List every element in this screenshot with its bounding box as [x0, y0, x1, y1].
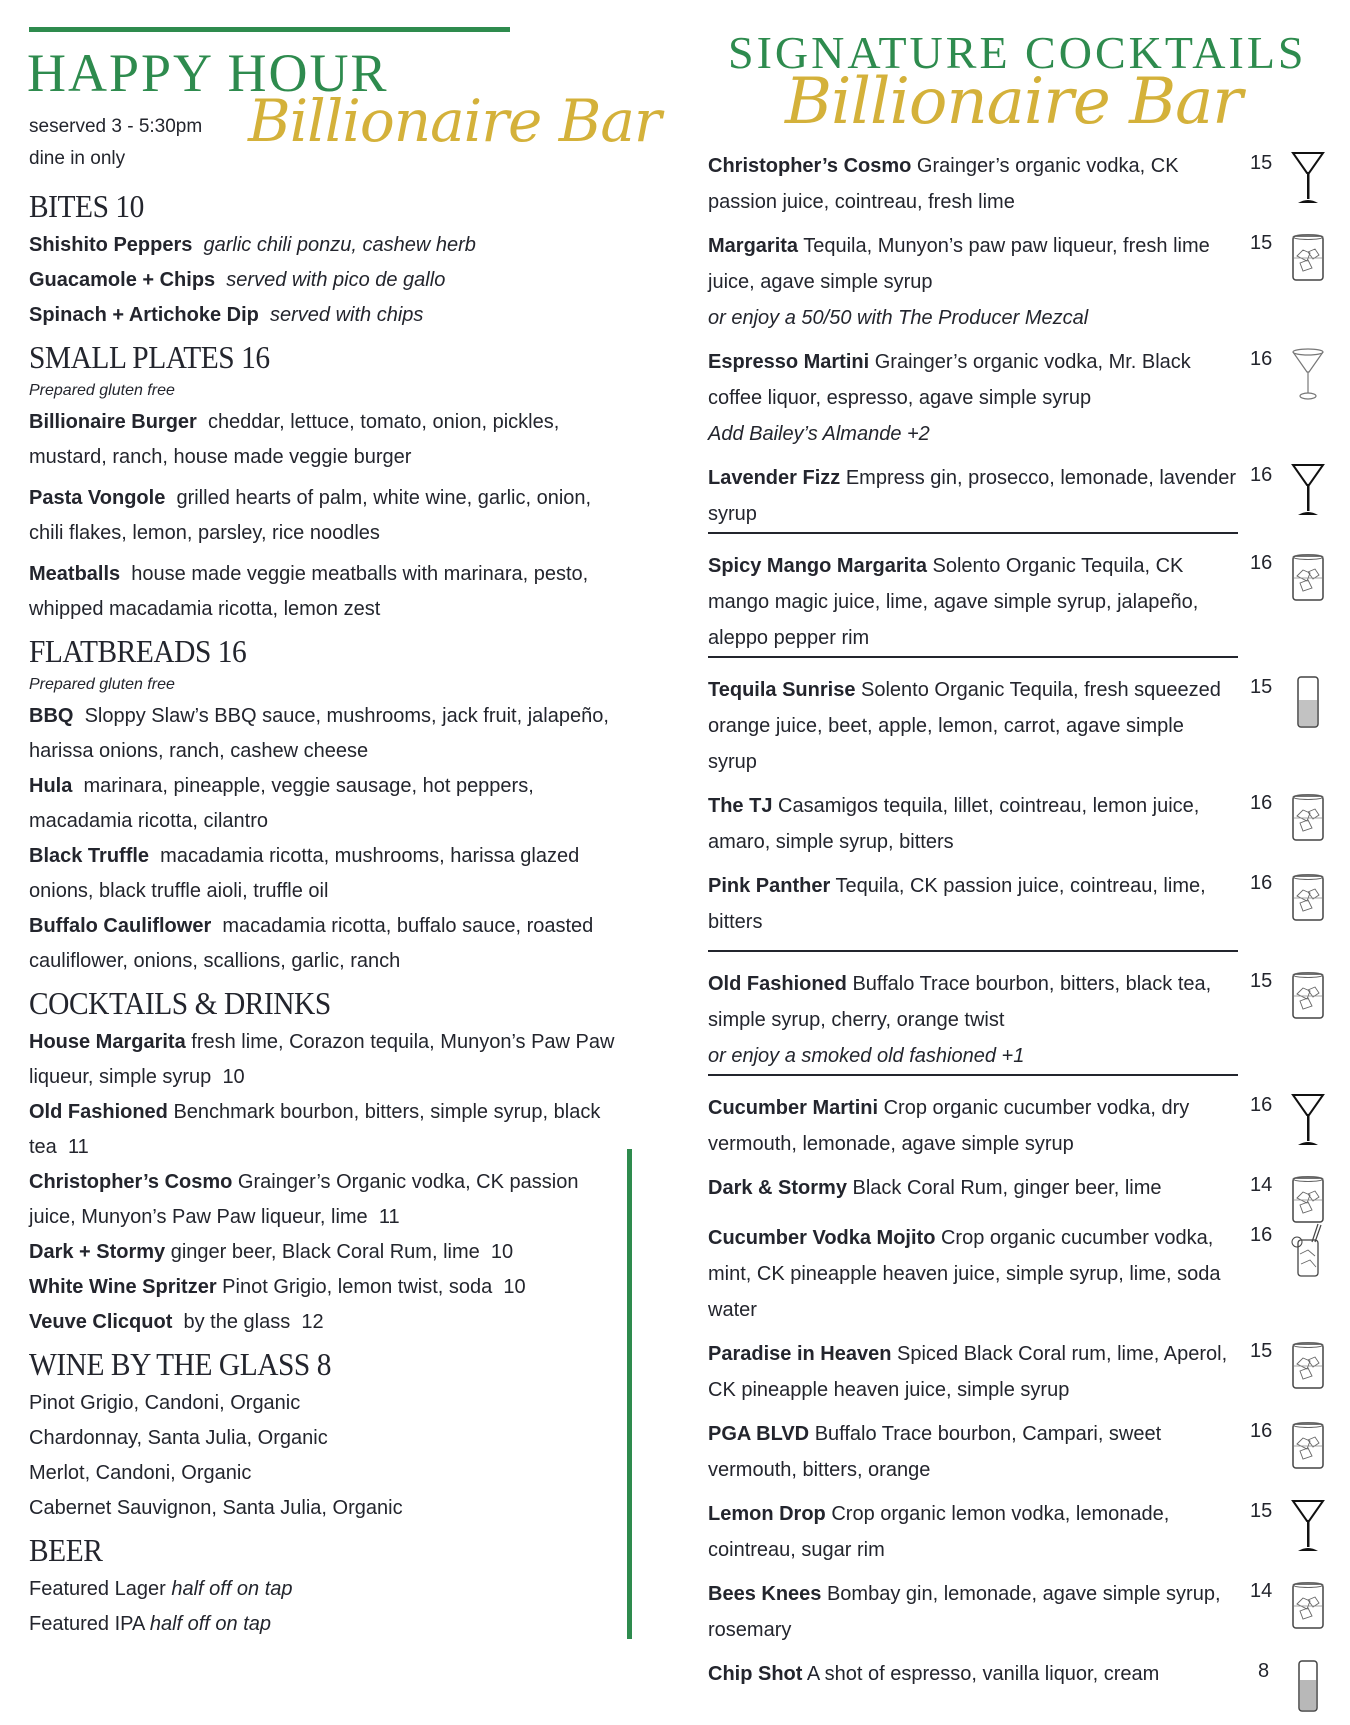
cocktail-item: Chip Shot A shot of espresso, vanilla liquor, cream 8 [708, 1656, 1328, 1692]
cocktail-note: or enjoy a smoked old fashioned +1 [708, 1045, 1025, 1067]
menu-item: White Wine Spritzer Pinot Grigio, lemon twist, soda 10 [29, 1276, 526, 1298]
item-price: 11 [67, 1136, 89, 1158]
cocktail-item: Cucumber Martini Crop organic cucumber vodka, dry vermouth, lemonade, agave simple syrup 16 [708, 1090, 1328, 1162]
highball-glass-icon [1288, 674, 1328, 730]
billionaire-bar-script-logo: Billionaire Bar [248, 87, 661, 155]
martini-glass-icon [1288, 462, 1328, 518]
cocktail-item: Old Fashioned Buffalo Trace bourbon, bitters, black tea, simple syrup, cherry, orange twist or enjoy a smoked old fashioned +1 15 [708, 966, 1238, 1076]
item-price: 11 [378, 1206, 400, 1228]
cocktail-item: Cucumber Vodka Mojito Crop organic cucumber vodka, mint, CK pineapple heaven juice, simple syrup, lime, soda water 16 [708, 1220, 1328, 1328]
menu-item: Spinach + Artichoke Dip served with chips [29, 304, 424, 326]
beer-item: Featured Lager half off on tap [29, 1578, 293, 1600]
menu-item: Old Fashioned Benchmark bourbon, bitters, simple syrup, black tea 11 [29, 1101, 601, 1158]
cocktail-price: 16 [1250, 464, 1273, 486]
section-beer [29, 1534, 619, 1642]
cocktail-price: 8 [1258, 1660, 1270, 1682]
item-price: 10 [222, 1066, 245, 1088]
cocktail-item: The TJ Casamigos tequila, lillet, cointreau, lemon juice, amaro, simple syrup, bitters 16 [708, 788, 1328, 860]
wine-item: Merlot, Candoni, Organic [29, 1462, 252, 1484]
cocktail-item: Spicy Mango Margarita Solento Organic Tequila, CK mango magic juice, lime, agave simple syrup, jalapeño, aleppo pepper rim 16 [708, 548, 1238, 658]
rocks-glass-icon [1288, 1578, 1328, 1634]
martini-glass-icon [1288, 150, 1328, 206]
happy-hour-served-times: seserved 3 - 5:30pm [29, 116, 203, 137]
cocktail-item: Dark & Stormy Black Coral Rum, ginger beer, lime 14 [708, 1170, 1328, 1206]
happy-hour-dine-in-note: dine in only [29, 148, 126, 169]
cocktail-price: 15 [1250, 1500, 1273, 1522]
cocktail-price: 15 [1250, 232, 1273, 254]
section-small-plates [29, 341, 619, 627]
happy-hour-menu [29, 186, 619, 1650]
cocktail-price: 16 [1250, 1094, 1273, 1116]
cocktail-price: 16 [1250, 348, 1273, 370]
cocktail-item: Tequila Sunrise Solento Organic Tequila, fresh squeezed orange juice, beet, apple, lemon, carrot, agave simple syrup 15 [708, 672, 1328, 780]
cocktail-item: Espresso Martini Grainger’s organic vodka, Mr. Black coffee liquor, espresso, agave simple syrup Add Bailey’s Almande +2 16 [708, 344, 1328, 452]
section-heading: BITES 10 [29, 188, 144, 224]
rocks-glass-icon [1288, 1338, 1328, 1394]
espresso-martini-glass-icon [1288, 346, 1328, 402]
cocktail-item: Christopher’s Cosmo Grainger’s organic vodka, CK passion juice, cointreau, fresh lime 15 [708, 148, 1328, 220]
cocktail-price: 15 [1250, 970, 1273, 992]
menu-item: House Margarita fresh lime, Corazon tequila, Munyon’s Paw Paw liqueur, simple syrup 10 [29, 1031, 615, 1088]
cocktail-item: Lavender Fizz Empress gin, prosecco, lemonade, lavender syrup 16 [708, 460, 1238, 534]
menu-item: Dark + Stormy ginger beer, Black Coral Rum, lime 10 [29, 1241, 514, 1263]
menu-item: Shishito Peppers garlic chili ponzu, cashew herb [29, 234, 476, 256]
rocks-glass-icon [1288, 1418, 1328, 1474]
cocktail-price: 15 [1250, 676, 1273, 698]
cocktail-price: 16 [1250, 552, 1273, 574]
item-price: 10 [490, 1241, 514, 1263]
happy-hour-title: HAPPY HOUR [27, 43, 389, 103]
menu-item: Pasta Vongole grilled hearts of palm, white wine, garlic, onion, chili flakes, lemon, parsley, rice noodles [29, 487, 592, 544]
cocktail-item: Margarita Tequila, Munyon’s paw paw liqueur, fresh lime juice, agave simple syrup or enjoy a 50/50 with The Producer Mezcal 15 [708, 228, 1328, 336]
rocks-glass-icon [1288, 968, 1328, 1024]
rocks-glass-icon [1288, 870, 1328, 926]
top-green-rule [29, 27, 510, 32]
cocktail-item: Lemon Drop Crop organic lemon vodka, lemonade, cointreau, sugar rim 15 [708, 1496, 1328, 1568]
cocktail-item: PGA BLVD Buffalo Trace bourbon, Campari, sweet vermouth, bitters, orange 16 [708, 1416, 1328, 1488]
signature-cocktails-title: SIGNATURE COCKTAILS [728, 27, 1307, 78]
cocktail-price: 16 [1250, 872, 1273, 894]
section-heading: FLATBREADS 16 [29, 633, 247, 669]
wine-item: Cabernet Sauvignon, Santa Julia, Organic [29, 1497, 403, 1519]
cocktail-price: 15 [1250, 1340, 1273, 1362]
signature-cocktails-list [708, 148, 1328, 1692]
menu-item: Guacamole + Chips served with pico de gallo [29, 269, 446, 291]
cocktail-note: Add Bailey’s Almande +2 [708, 423, 930, 445]
section-heading: SMALL PLATES 16 [29, 339, 270, 375]
section-heading: BEER [29, 1532, 103, 1568]
menu-item: Hula marinara, pineapple, veggie sausage, hot peppers, macadamia ricotta, cilantro [29, 775, 534, 832]
cocktail-price: 16 [1250, 792, 1273, 814]
menu-item: Buffalo Cauliflower macadamia ricotta, buffalo sauce, roasted cauliflower, onions, scallions, garlic, ranch [29, 915, 594, 972]
gluten-free-note: Prepared gluten free [29, 676, 175, 693]
wine-item: Chardonnay, Santa Julia, Organic [29, 1427, 328, 1449]
beer-item: Featured IPA half off on tap [29, 1613, 272, 1635]
cocktail-item: Pink Panther Tequila, CK passion juice, cointreau, lime, bitters 16 [708, 868, 1238, 952]
section-cocktails-drinks [29, 987, 619, 1340]
cocktail-price: 14 [1250, 1174, 1273, 1196]
menu-item: BBQ Sloppy Slaw’s BBQ sauce, mushrooms, jack fruit, jalapeño, harissa onions, ranch, cashew cheese [29, 705, 609, 762]
menu-item: Black Truffle macadamia ricotta, mushrooms, harissa glazed onions, black truffle aioli, truffle oil [29, 845, 580, 902]
cocktail-price: 16 [1250, 1420, 1273, 1442]
section-heading: COCKTAILS & DRINKS [29, 985, 331, 1021]
mojito-glass-icon [1288, 1222, 1328, 1278]
cocktail-item: Bees Knees Bombay gin, lemonade, agave simple syrup, rosemary 14 [708, 1576, 1328, 1648]
section-bites [29, 190, 619, 333]
gluten-free-note: Prepared gluten free [29, 382, 175, 399]
cocktail-item: Paradise in Heaven Spiced Black Coral rum, lime, Aperol, CK pineapple heaven juice, simple syrup 15 [708, 1336, 1328, 1408]
section-heading: WINE BY THE GLASS 8 [29, 1346, 332, 1382]
menu-item: Meatballs house made veggie meatballs with marinara, pesto, whipped macadamia ricotta, lemon zest [29, 563, 589, 620]
martini-glass-icon [1288, 1092, 1328, 1148]
section-flatbreads [29, 635, 619, 979]
section-wine-by-the-glass [29, 1348, 619, 1526]
vertical-green-rule [627, 1149, 632, 1639]
item-price: 10 [503, 1276, 526, 1298]
martini-glass-icon [1288, 1498, 1328, 1554]
item-price: 12 [301, 1311, 324, 1333]
menu-item: Billionaire Burger cheddar, lettuce, tomato, onion, pickles, mustard, ranch, house made veggie burger [29, 411, 560, 468]
rocks-glass-icon [1288, 550, 1328, 606]
shot-glass-icon [1288, 1658, 1328, 1714]
wine-item: Pinot Grigio, Candoni, Organic [29, 1392, 301, 1414]
billionaire-bar-script-logo: Billionaire Bar [785, 65, 1242, 139]
cocktail-note: or enjoy a 50/50 with The Producer Mezcal [708, 307, 1089, 329]
menu-item: Christopher’s Cosmo Grainger’s Organic vodka, CK passion juice, Munyon’s Paw Paw liqueur, lime 11 [29, 1171, 579, 1228]
cocktail-price: 15 [1250, 152, 1273, 174]
cocktail-price: 14 [1250, 1580, 1273, 1602]
menu-item: Veuve Clicquot by the glass 12 [29, 1311, 324, 1333]
cocktail-price: 16 [1250, 1224, 1273, 1246]
rocks-glass-icon [1288, 230, 1328, 286]
rocks-glass-icon [1288, 790, 1328, 846]
